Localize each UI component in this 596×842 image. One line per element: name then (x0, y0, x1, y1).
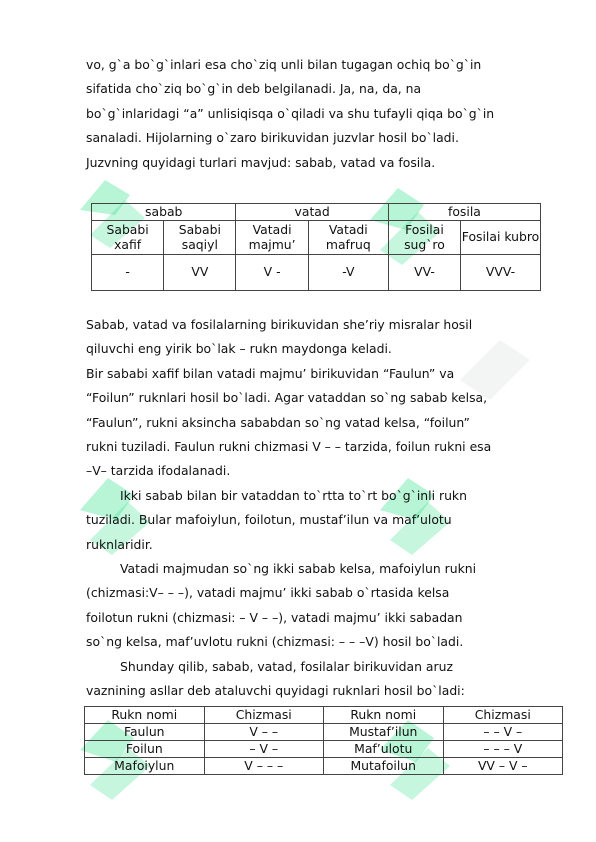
text-line: Juzvning quyidagi turlari mavjud: sabab, vatad va fosila. (86, 154, 436, 170)
group-header: fosila (388, 204, 540, 221)
scheme-cell: - (92, 254, 164, 290)
text-line: Bir sababi xafif bilan vatadi majmu’ birikuvidan “Faulun” va (86, 365, 455, 381)
text-line: Vatadi majmudan so`ng ikki sabab kelsa, mafoiylun rukni (120, 561, 477, 577)
body-text (86, 313, 552, 704)
text-line: vaznining asllar deb ataluvchi quyidagi ruknlari hosil bo`ladi: (86, 683, 465, 699)
text-line: “Faulun”, rukni aksincha sababdan so`ng vatad kelsa, “foilun” (86, 414, 470, 430)
group-header: sabab (92, 204, 236, 221)
intro-paragraph (86, 53, 552, 175)
table-cell: – – – V (443, 741, 562, 758)
table-cell: – – V – (443, 724, 562, 741)
scheme-cell: VV (164, 254, 236, 290)
scheme-cell: -V (308, 254, 388, 290)
scheme-cell: VV- (388, 254, 460, 290)
table-cell: Mustaf’ilun (323, 724, 443, 741)
text-line: qiluvchi eng yirik bo`lak – rukn maydonga keladi. (86, 341, 392, 357)
text-line: “Foilun” ruknlari hosil bo`ladi. Agar vataddan so`ng sabab kelsa, (86, 390, 488, 406)
sub-header: Sababi saqiyl (164, 220, 236, 254)
text-line: Ikki sabab bilan bir vataddan to`rtta to`rt bo`g`inli rukn (120, 487, 467, 503)
table-cell: Mutafoilun (323, 758, 443, 775)
sub-header: Vatadi majmu’ (236, 220, 308, 254)
column-header: Rukn nomi (323, 707, 443, 724)
scheme-cell: VVV- (461, 254, 541, 290)
table-cell: V – – (204, 724, 323, 741)
text-line: foilotun rukni (chizmasi: – V – –), vatadi majmu’ ikki sabadan (86, 609, 463, 625)
table-row (85, 741, 563, 758)
table-cell: VV – V – (443, 758, 562, 775)
group-header: vatad (236, 204, 388, 221)
column-header: Rukn nomi (85, 707, 205, 724)
text-line: Sabab, vatad va fosilalarning birikuvidan she’riy misralar hosil (86, 317, 473, 332)
text-line: sifatida cho`ziq bo`g`in deb belgilanadi. Ja, na, da, na (86, 81, 422, 97)
table-cell: Foilun (85, 741, 205, 758)
table-row (85, 724, 563, 741)
text-line: Shunday qilib, sabab, vatad, fosilalar birikuvidan aruz (120, 658, 453, 674)
text-line: ruknlaridir. (86, 536, 153, 552)
sub-header: Sababi xafif (92, 220, 164, 254)
text-line: –V– tarzida ifodalanadi. (86, 463, 231, 479)
table-cell: Maf’ulotu (323, 741, 443, 758)
scheme-cell: V - (236, 254, 308, 290)
sub-header: Vatadi mafruq (308, 220, 388, 254)
column-header: Chizmasi (204, 707, 323, 724)
table-cell: Faulun (85, 724, 205, 741)
sub-header: Fosilai kubro (461, 220, 541, 254)
juzv-table (91, 203, 541, 291)
text-line: rukni tuziladi. Faulun rukni chizmasi V – – tarzida, foilun rukni esa (86, 439, 492, 455)
rukn-table (84, 706, 563, 775)
text-line: so`ng kelsa, maf’uvlotu rukni (chizmasi: – – –V) hosil bo`ladi. (86, 634, 464, 650)
table-cell: Mafoiylun (85, 758, 205, 775)
sub-header: Fosilai sug`ro (388, 220, 460, 254)
text-line: bo`g`inlaridagi “a” unlisiqisqa o`qiladi va shu tufayli qiqa bo`g`in (86, 105, 495, 121)
table-row (85, 758, 563, 775)
text-line: vo, g`a bo`g`inlari esa cho`ziq unli bilan tugagan ochiq bo`g`in (86, 57, 482, 72)
table-cell: – V – (204, 741, 323, 758)
table-cell: V – – – (204, 758, 323, 775)
text-line: tuziladi. Bular mafoiylun, foilotun, mustaf’ilun va maf’ulotu (86, 512, 452, 528)
text-line: sanaladi. Hijolarning o`zaro birikuvidan juzvlar hosil bo`ladi. (86, 130, 459, 146)
column-header: Chizmasi (443, 707, 562, 724)
text-line: (chizmasi:V– – –), vatadi majmu’ ikki sabab o`rtasida kelsa (86, 585, 450, 601)
